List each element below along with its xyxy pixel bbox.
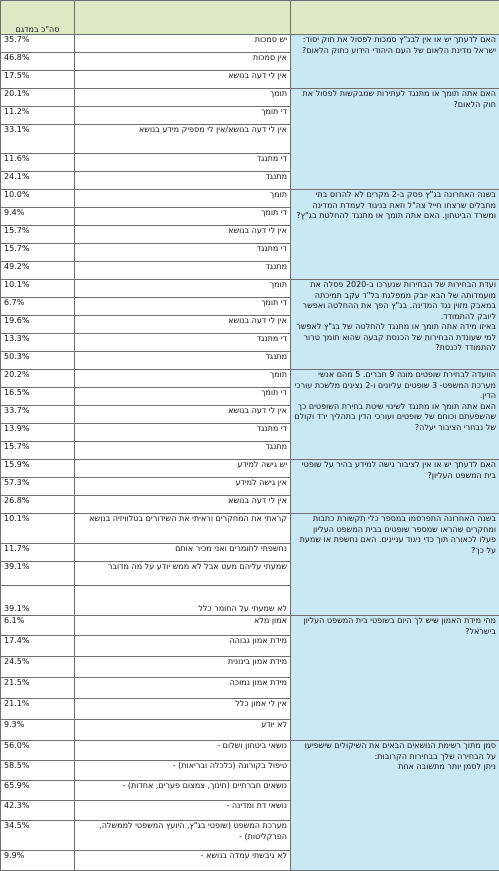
answer-label: אין גישה למידע — [75, 478, 291, 496]
answer-value: 11.7% — [1, 544, 75, 562]
answer-label: מתנגד — [75, 262, 291, 280]
answer-label: מידת אמון גבוהה — [75, 636, 291, 657]
answer-value: 20.2% — [1, 370, 75, 388]
answer-value: 26.8% — [1, 496, 75, 514]
table-row — [1, 514, 499, 544]
answer-label: נחשפתי לחומרים ואני מכיר אותם — [75, 544, 291, 562]
answer-label: אין סמכות — [75, 53, 291, 71]
table-row — [1, 741, 499, 761]
answer-value: 15.7% — [1, 226, 75, 244]
table-row — [1, 280, 499, 298]
answer-label: אמון מלא — [75, 616, 291, 636]
answer-label: מתנגד — [75, 172, 291, 190]
answer-label: תומך — [75, 370, 291, 388]
question-text: מהי מידת האמון שיש לך היום בשופטי בית המשפט העליון בישראל? — [291, 616, 499, 741]
answer-value: 15.7% — [1, 442, 75, 460]
answer-label: יש גישה למידע — [75, 460, 291, 478]
answer-value: 13.3% — [1, 334, 75, 352]
answer-value: 56.0% — [1, 741, 75, 761]
answer-value: 21.5% — [1, 678, 75, 699]
answers-header-blank — [75, 1, 291, 35]
header-row — [1, 1, 499, 35]
answer-label: די תומך — [75, 208, 291, 226]
question-text: סמן מתוך רשימת הנושאים הבאים את השיקולים שישפיעו על הבחירה שלך בבחירות הקרובות: ניתן לסמן יותר מתשובה אחת — [291, 741, 499, 871]
answer-label: אין לי דעה בנושא — [75, 226, 291, 244]
answer-label: די מתנגד — [75, 334, 291, 352]
answer-label: נושאי דת ומדינה - — [75, 801, 291, 821]
answer-value: 16.5% — [1, 388, 75, 406]
question-text: בשנה האחרונה התפרסמו במספר כלי תקשורת כתבות ומחקרים שהראו שמספר שופטים בבית המשפט העליון פעלו לכאורה תוך כדי ניגוד עניינים. האם נחשפת או שמעת על כך? — [291, 514, 499, 616]
answer-value: 49.2% — [1, 262, 75, 280]
answer-label: מערכת המשפט (שופטי בג"ץ, היועץ המשפטי לממשלה, הפרקליטות) - — [75, 821, 291, 851]
answer-value: 57.3% — [1, 478, 75, 496]
answer-label: די תומך — [75, 388, 291, 406]
table-row — [1, 460, 499, 478]
table-row — [1, 370, 499, 388]
answer-value: 33.7% — [1, 406, 75, 424]
questions-header-blank — [291, 1, 499, 35]
answer-label: לא שמעתי על החומר כלל — [75, 586, 291, 616]
answer-value: 42.3% — [1, 801, 75, 821]
answer-label: לא יודע — [75, 720, 291, 741]
answer-value: 17.5% — [1, 71, 75, 89]
answer-value: 15.7% — [1, 244, 75, 262]
answer-value: 65.9% — [1, 781, 75, 801]
answer-label: תומך — [75, 89, 291, 107]
table-row — [1, 190, 499, 208]
answer-label: די תומך — [75, 107, 291, 125]
answer-value: 39.1% — [1, 562, 75, 586]
question-text: ועדת הבחירות של הבחירות שנערכו ב-2020 פסלה את מועמדותה של הבא יובק ממפלגת בל"ד עקב תמיכתה במאבק מזוין נגד המדינה. בג"ץ הפך את ההחלטה ואפשר ליובק להתמודד. באיזו מידה אתה תומך או מתנגד להחלטה של בג"ץ לאפשר למי שעונדת הבחירות של הכנסת קבעה שהוא תומך טרור להתמודד לכנסת? — [291, 280, 499, 370]
answer-label: טיפול בקורונה (כלכלה ובריאות) - — [75, 761, 291, 781]
answer-label: די מתנגד — [75, 244, 291, 262]
answer-label: תומך — [75, 280, 291, 298]
answer-value: 33.1% — [1, 125, 75, 154]
answer-label: קראתי את המחקרים וראיתי את השידורים בטלוויזיה בנושא — [75, 514, 291, 544]
answer-label: שמעתי עליהם מעט אבל לא ממש יודע על מה מדובר — [75, 562, 291, 586]
answer-label: אין לי דעה בנושא/אין לי מספיק מידע בנושא — [75, 125, 291, 154]
answer-label: מידת אמון נמוכה — [75, 678, 291, 699]
answer-value: 35.7% — [1, 35, 75, 53]
answer-label: אין לי דעה בנושא — [75, 316, 291, 334]
answer-value: 10.0% — [1, 190, 75, 208]
answer-label: מידת אמון בינונית — [75, 657, 291, 678]
answer-label: נושאים חברתיים (חינוך, צמצום פערים, אחדות) - — [75, 781, 291, 801]
answer-value: 24.1% — [1, 172, 75, 190]
answer-label: די מתנגד — [75, 424, 291, 442]
answer-label: די תומך — [75, 298, 291, 316]
answer-value: 39.1% — [1, 586, 75, 616]
question-text: בשנה האחרונה בג"ץ פסק ב-2 מקרים לא להרוס בתי מחבלים שרצחו חייל צה"ל וזאת בניגוד לעמדת המדינה ומשרד הביטחון. האם אתה תומך או מתנגד להחלטת בג"ץ? — [291, 190, 499, 280]
table-row — [1, 89, 499, 107]
answer-value: 34.5% — [1, 821, 75, 851]
table-row — [1, 616, 499, 636]
answer-value: 15.9% — [1, 460, 75, 478]
answer-label: נושאי ביטחון ושלום - — [75, 741, 291, 761]
answer-value: 9.3% — [1, 720, 75, 741]
answer-value: 11.2% — [1, 107, 75, 125]
question-text: האם לדעתך יש או אין לבג"ץ סמכות לפסול את חוק יסוד: ישראל מדינת הלאום של העם היהודי הידוע כחוק הלאום? — [291, 35, 499, 89]
answer-value: 46.8% — [1, 53, 75, 71]
answer-label: אין לי דעה בנושא — [75, 406, 291, 424]
answer-value: 21.1% — [1, 699, 75, 720]
table-row — [1, 35, 499, 53]
answer-label: תומך — [75, 190, 291, 208]
answer-value: 24.5% — [1, 657, 75, 678]
question-text: האם אתה תומך או מתנגד לעתירות שמבקשות לפסול את חוק הלאום? — [291, 89, 499, 190]
answer-value: 58.5% — [1, 761, 75, 781]
answer-label: די מתנגד — [75, 154, 291, 172]
answer-value: 10.1% — [1, 280, 75, 298]
answer-value: 50.3% — [1, 352, 75, 370]
answer-value: 6.1% — [1, 616, 75, 636]
answer-label: מתנגד — [75, 352, 291, 370]
answer-value: 19.6% — [1, 316, 75, 334]
question-text: האם לדעתך יש או אין לציבור גישה למידע בהיר על שופטי בית המשפט העליון? — [291, 460, 499, 514]
answer-value: 13.9% — [1, 424, 75, 442]
answer-value: 20.1% — [1, 89, 75, 107]
answer-label: אין לי אמון כלל — [75, 699, 291, 720]
answer-label: אין לי דעה בנושא — [75, 71, 291, 89]
total-sample-header: סה"כ במדגם — [1, 1, 75, 35]
answer-value: 6.7% — [1, 298, 75, 316]
answer-value: 11.6% — [1, 154, 75, 172]
answer-label: מתנגד — [75, 442, 291, 460]
answer-label: יש סמכות — [75, 35, 291, 53]
answer-value: 9.4% — [1, 208, 75, 226]
answer-label: לא גיבשתי עמדה בנושא - — [75, 851, 291, 871]
answer-value: 9.9% — [1, 851, 75, 871]
answer-value: 17.4% — [1, 636, 75, 657]
answer-value: 10.1% — [1, 514, 75, 544]
question-text: הוועדה לבחירת שופטים מונה 9 חברים. 5 מהם אנשי מערכת המשפט- 3 שופטים עליונים ו-2 נציגים מלשכת עורכי הדין. האם אתה תומך או מתנגד לשינוי שיטת בחירת השופטים כך שהשפעתם וכוחם של שופטים ועורכי הדין בתהליך ירד וקולם של נבחרי הציבור יעלה? — [291, 370, 499, 460]
answer-label: אין לי דעה בנושא — [75, 496, 291, 514]
